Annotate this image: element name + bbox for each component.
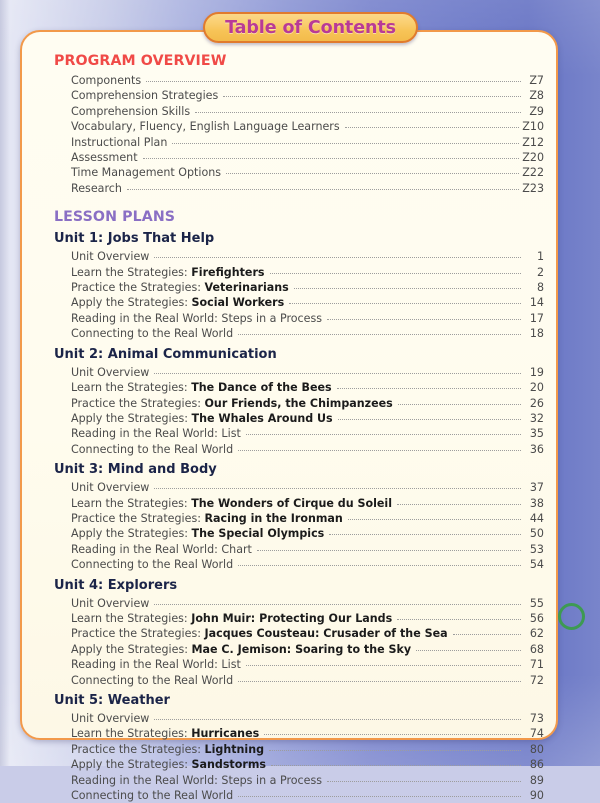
toc-entry-label: Comprehension Skills — [71, 104, 191, 118]
toc-entry-page-number: 73 — [529, 712, 544, 725]
toc-entry-label: Reading in the Real World: List — [71, 658, 241, 672]
unit-heading: Unit 1: Jobs That Help — [54, 231, 215, 247]
dot-leader — [294, 288, 521, 289]
unit-entry-list — [54, 249, 544, 341]
dot-leader — [348, 519, 521, 520]
toc-entry[interactable] — [71, 657, 544, 672]
page-title-banner — [203, 12, 418, 43]
dot-leader — [238, 565, 521, 566]
dot-leader — [226, 173, 519, 174]
toc-entry[interactable] — [71, 726, 544, 741]
toc-entry[interactable] — [71, 673, 544, 688]
toc-entry-label: Vocabulary, Fluency, English Language Learners — [71, 120, 340, 134]
toc-entry[interactable] — [71, 442, 544, 457]
toc-entry-page-number: Z12 — [522, 135, 544, 149]
toc-entry-title: Our Friends, the Chimpanzees — [204, 396, 393, 410]
dot-leader — [327, 781, 521, 782]
toc-entry-label: Practice the Strategies: Lightning — [71, 742, 265, 756]
toc-entry[interactable] — [71, 496, 544, 511]
toc-entry-label: Reading in the Real World: List — [71, 427, 241, 441]
toc-entry[interactable] — [71, 119, 544, 134]
toc-entry-page-number: 18 — [529, 327, 544, 341]
dot-leader — [416, 650, 521, 651]
toc-entry-label: Comprehension Strategies — [71, 89, 219, 103]
toc-entry[interactable] — [71, 396, 544, 411]
toc-entry-page-number: 62 — [529, 627, 544, 641]
toc-entry[interactable] — [71, 788, 544, 803]
toc-entry-label: Apply the Strategies: The Whales Around Us — [71, 411, 333, 425]
toc-entry[interactable] — [71, 181, 544, 196]
toc-entry-page-number: 53 — [529, 542, 544, 556]
unit-heading: Unit 5: Weather — [54, 693, 170, 708]
toc-entry[interactable] — [71, 326, 544, 341]
dot-leader — [127, 189, 519, 190]
toc-entry-label: Connecting to the Real World — [71, 327, 234, 341]
dot-leader — [398, 404, 521, 405]
toc-entry[interactable] — [71, 711, 544, 726]
toc-entry-page-number: 20 — [529, 381, 544, 395]
unit-heading: Unit 2: Animal Communication — [54, 346, 277, 362]
toc-entry-page-number: 80 — [529, 742, 544, 756]
toc-entry-title: The Special Olympics — [191, 527, 325, 541]
unit-entry-list — [54, 596, 544, 688]
toc-entry-page-number: 71 — [529, 658, 544, 672]
toc-entry-label: Components — [71, 74, 142, 87]
toc-entry-label: Learn the Strategies: Firefighters — [71, 265, 265, 279]
toc-entry-title: The Whales Around Us — [191, 411, 333, 425]
toc-entry[interactable] — [71, 642, 544, 657]
toc-entry-label: Learn the Strategies: Hurricanes — [71, 727, 260, 741]
dot-leader — [246, 434, 521, 435]
dot-leader — [238, 334, 521, 335]
program-overview-section — [54, 52, 544, 196]
toc-entry-title: John Muir: Protecting Our Lands — [191, 611, 393, 625]
toc-entry-page-number: 26 — [529, 396, 544, 410]
dot-leader — [223, 96, 521, 97]
toc-entry-page-number: Z8 — [529, 89, 544, 103]
dot-leader — [154, 488, 521, 489]
toc-content — [22, 32, 556, 803]
toc-entry[interactable] — [71, 365, 544, 380]
unit-block — [54, 692, 544, 803]
toc-entry-page-number: Z7 — [529, 74, 544, 87]
toc-entry-page-number: Z10 — [522, 120, 544, 134]
lesson-plans-section — [54, 208, 544, 803]
toc-entry[interactable] — [71, 150, 544, 165]
toc-entry-page-number: 14 — [529, 296, 544, 310]
toc-entry[interactable] — [71, 311, 544, 326]
toc-entry-label: Apply the Strategies: The Special Olympics — [71, 527, 325, 541]
toc-entry-page-number: 54 — [529, 558, 544, 572]
toc-entry[interactable] — [71, 88, 544, 103]
unit-entry-list — [54, 711, 544, 803]
unit-block — [54, 461, 544, 572]
dot-leader — [154, 719, 521, 720]
toc-entry-label: Assessment — [71, 151, 138, 165]
dot-leader — [397, 619, 521, 620]
toc-entry-title: Mae C. Jemison: Soaring to the Sky — [191, 642, 412, 656]
section-heading-lesson-plans: LESSON PLANS — [54, 209, 176, 226]
dot-leader — [397, 504, 521, 505]
toc-entry[interactable] — [71, 295, 544, 310]
unit-block — [54, 230, 544, 341]
toc-entry[interactable] — [71, 426, 544, 441]
dot-leader — [195, 112, 521, 113]
toc-entry-page-number: 38 — [529, 496, 544, 510]
toc-entry-label: Apply the Strategies: Sandstorms — [71, 758, 266, 772]
toc-entry-page-number: 72 — [529, 673, 544, 687]
dot-leader — [146, 81, 521, 82]
dot-leader — [154, 604, 521, 605]
toc-entry-title: Hurricanes — [191, 727, 260, 741]
toc-entry-label: Apply the Strategies: Social Workers — [71, 296, 285, 310]
toc-entry[interactable] — [71, 280, 544, 295]
toc-entry-label: Reading in the Real World: Chart — [71, 542, 252, 556]
toc-entry-label: Practice the Strategies: Jacques Cousteau: Crusader of the Sea — [71, 627, 448, 641]
toc-entry-page-number: 35 — [529, 427, 544, 441]
dot-leader — [345, 127, 520, 128]
dot-leader — [246, 665, 521, 666]
dot-leader — [143, 158, 520, 159]
dot-leader — [172, 143, 519, 144]
toc-entry-page-number: 86 — [529, 758, 544, 772]
unit-entry-list — [54, 365, 544, 457]
toc-entry[interactable] — [71, 773, 544, 788]
green-ring-mark — [558, 603, 585, 630]
toc-entry-label: Unit Overview — [71, 712, 150, 725]
dot-leader — [257, 550, 521, 551]
dot-leader — [238, 681, 521, 682]
toc-entry[interactable] — [71, 596, 544, 611]
unit-entry-list — [54, 480, 544, 572]
toc-entry-label: Instructional Plan — [71, 135, 168, 149]
toc-entry-label: Research — [71, 181, 122, 195]
toc-entry-page-number: 89 — [529, 773, 544, 787]
toc-entry-page-number: 2 — [536, 265, 544, 279]
toc-entry[interactable] — [71, 757, 544, 772]
toc-entry-label: Reading in the Real World: Steps in a Process — [71, 311, 323, 325]
toc-entry[interactable] — [71, 73, 544, 88]
toc-entry-page-number: 37 — [529, 481, 544, 495]
toc-entry-page-number: 8 — [536, 281, 544, 295]
toc-entry-label: Apply the Strategies: Mae C. Jemison: Soaring to the Sky — [71, 642, 412, 656]
toc-entry-label: Connecting to the Real World — [71, 442, 234, 456]
toc-entry-title: Social Workers — [191, 296, 285, 310]
toc-entry[interactable] — [71, 511, 544, 526]
toc-entry[interactable] — [71, 265, 544, 280]
toc-entry-label: Learn the Strategies: The Wonders of Cirque du Soleil — [71, 496, 392, 510]
dot-leader — [264, 734, 521, 735]
dot-leader — [329, 534, 521, 535]
page-title: Table of Contents — [225, 17, 396, 38]
unit-heading: Unit 4: Explorers — [54, 577, 178, 593]
toc-entry-label: Unit Overview — [71, 596, 150, 610]
toc-entry-page-number: 36 — [529, 442, 544, 456]
toc-entry-page-number: 74 — [529, 727, 544, 741]
toc-entry-label: Connecting to the Real World — [71, 673, 234, 687]
toc-entry-page-number: Z22 — [522, 166, 544, 180]
dot-leader — [238, 796, 521, 797]
toc-entry-page-number: 56 — [529, 611, 544, 625]
toc-entry-label: Practice the Strategies: Veterinarians — [71, 281, 289, 295]
toc-entry-label: Connecting to the Real World — [71, 558, 234, 572]
toc-entry-page-number: Z20 — [522, 151, 544, 165]
toc-entry-page-number: 1 — [536, 250, 544, 264]
toc-entry-title: The Dance of the Bees — [191, 381, 332, 395]
dot-leader — [269, 750, 521, 751]
toc-entry-label: Unit Overview — [71, 365, 150, 379]
toc-entry-label: Time Management Options — [71, 166, 222, 180]
toc-entry[interactable] — [71, 249, 544, 264]
toc-entry[interactable] — [71, 380, 544, 395]
toc-entry-title: Firefighters — [191, 265, 265, 279]
dot-leader — [338, 419, 521, 420]
toc-entry-page-number: 19 — [529, 365, 544, 379]
toc-entry-page-number: 90 — [529, 789, 544, 803]
toc-entry-title: Jacques Cousteau: Crusader of the Sea — [204, 627, 448, 641]
toc-entry[interactable] — [71, 480, 544, 495]
toc-entry-page-number: 68 — [529, 642, 544, 656]
toc-entry-page-number: 17 — [529, 311, 544, 325]
dot-leader — [270, 273, 521, 274]
toc-entry-title: Racing in the Ironman — [204, 511, 343, 525]
toc-entry[interactable] — [71, 104, 544, 119]
toc-entry[interactable] — [71, 526, 544, 541]
program-overview-entry-list — [54, 73, 544, 196]
toc-entry-label: Learn the Strategies: John Muir: Protecting Our Lands — [71, 611, 393, 625]
dot-leader — [154, 257, 521, 258]
unit-block — [54, 577, 544, 688]
toc-content-card — [20, 30, 558, 803]
dot-leader — [289, 303, 521, 304]
toc-entry[interactable] — [71, 165, 544, 180]
toc-entry[interactable] — [71, 611, 544, 626]
section-heading-program-overview: PROGRAM OVERVIEW — [54, 53, 227, 69]
toc-entry-label: Connecting to the Real World — [71, 789, 234, 803]
toc-entry-title: Lightning — [204, 742, 265, 756]
dot-leader — [453, 634, 521, 635]
toc-entry[interactable] — [71, 135, 544, 150]
toc-entry-page-number: 32 — [529, 411, 544, 425]
dot-leader — [271, 765, 521, 766]
toc-entry-label: Unit Overview — [71, 250, 150, 264]
toc-entry[interactable] — [71, 411, 544, 426]
toc-entry-label: Unit Overview — [71, 481, 150, 495]
dot-leader — [238, 450, 521, 451]
unit-block — [54, 346, 544, 457]
toc-entry[interactable] — [71, 542, 544, 557]
toc-entry-title: Sandstorms — [191, 758, 266, 772]
toc-entry[interactable] — [71, 626, 544, 641]
toc-entry-label: Reading in the Real World: Steps in a Process — [71, 773, 323, 787]
toc-entry-page-number: 50 — [529, 527, 544, 541]
dot-leader — [327, 319, 521, 320]
toc-entry-page-number: 44 — [529, 511, 544, 525]
dot-leader — [337, 388, 521, 389]
toc-entry-page-number: Z9 — [529, 104, 544, 118]
toc-entry-label: Practice the Strategies: Our Friends, the Chimpanzees — [71, 396, 393, 410]
lesson-plans-unit-list — [54, 230, 544, 803]
unit-heading: Unit 3: Mind and Body — [54, 462, 217, 478]
toc-entry-page-number: Z23 — [522, 181, 544, 195]
toc-entry-page-number: 55 — [529, 596, 544, 610]
toc-entry[interactable] — [71, 557, 544, 572]
toc-entry-label: Learn the Strategies: The Dance of the Bees — [71, 381, 332, 395]
toc-entry[interactable] — [71, 742, 544, 757]
toc-entry-title: The Wonders of Cirque du Soleil — [191, 496, 392, 510]
toc-entry-label: Practice the Strategies: Racing in the Ironman — [71, 511, 343, 525]
toc-entry-title: Veterinarians — [204, 281, 289, 295]
dot-leader — [154, 373, 521, 374]
